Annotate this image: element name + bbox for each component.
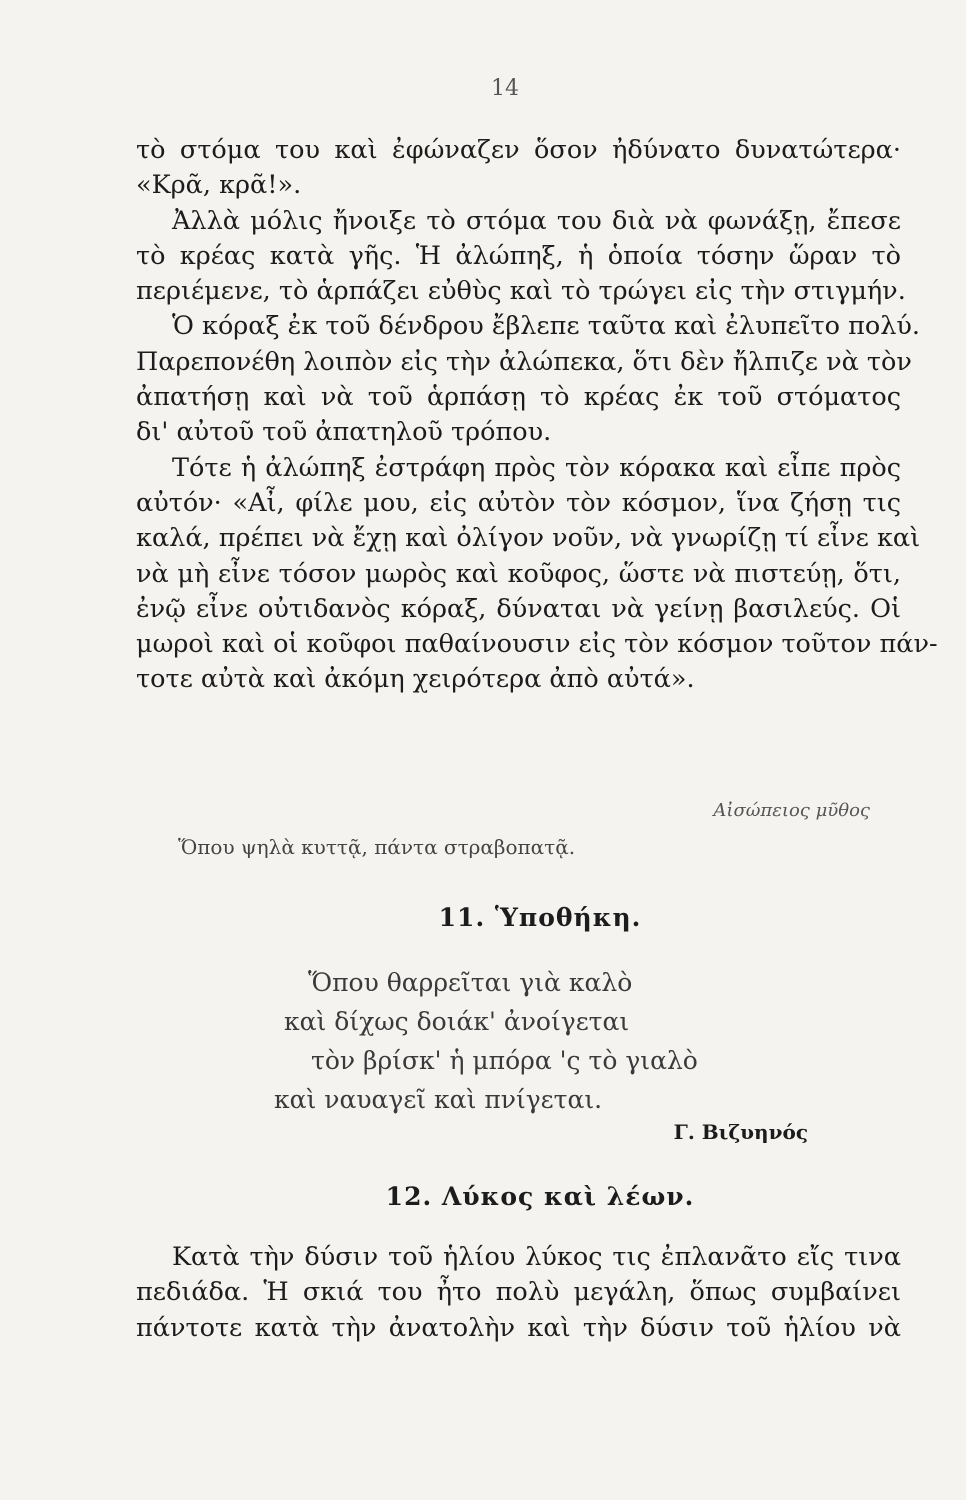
text-line: Παρεπονέθη λοιπὸν εἰς τὴν ἀλώπεκα, ὅτι δὲν ἤλπιζε νὰ τὸν	[136, 346, 912, 377]
poem-line: καὶ δίχως δοιάκ' ἀνοίγεται	[284, 1007, 630, 1036]
text-line: Ὁ κόραξ ἐκ τοῦ δένδρου ἔβλεπε ταῦτα καὶ ἐλυπεῖτο πολύ.	[172, 311, 920, 342]
text-line: νὰ μὴ εἶνε τόσον μωρὸς καὶ κοῦφος, ὥστε νὰ πιστεύῃ, ὅτι,	[136, 558, 901, 589]
text-line: καλά, πρέπει νὰ ἔχῃ καὶ ὀλίγον νοῦν, νὰ γνωρίζῃ τί εἶνε καὶ	[136, 523, 921, 554]
text-line: «Κρᾶ, κρᾶ!».	[136, 170, 302, 201]
poet-name: Γ. Βιζυηνός	[673, 1120, 808, 1144]
fable-attribution: Αἰσώπειος μῦθος	[713, 800, 870, 821]
text-line: τοτε αὐτὰ καὶ ἀκόμη χειρότερα ἀπὸ αὐτά».	[136, 664, 695, 695]
text-line: τὸ κρέας κατὰ γῆς. Ἡ ἀλώπηξ, ἡ ὁποία τόσην ὥραν τὸ	[136, 240, 901, 271]
proverb: Ὅπου ψηλὰ κυττᾷ, πάντα στραβοπατᾷ.	[178, 835, 576, 859]
poem-line: τὸν βρίσκ' ἡ μπόρα 'ς τὸ γιαλὸ	[311, 1046, 698, 1075]
section-12-heading: 12. Λύκος καὶ λέων.	[385, 1182, 695, 1211]
text-line: ἐνῷ εἶνε οὐτιδανὸς κόραξ, δύναται νὰ γείνῃ βασιλεύς. Οἱ	[136, 593, 901, 624]
section-12-text	[136, 1240, 901, 1346]
text-line: Ἀλλὰ μόλις ἤνοιξε τὸ στόμα του διὰ νὰ φωνάξῃ, ἔπεσε	[172, 205, 901, 236]
section-11-heading: 11. Ὑποθήκη.	[438, 903, 642, 932]
text-line: περιέμενε, τὸ ἁρπάζει εὐθὺς καὶ τὸ τρώγει εἰς τὴν στιγμήν.	[136, 276, 906, 307]
text-line: δι' αὐτοῦ τοῦ ἀπατηλοῦ τρόπου.	[136, 417, 552, 448]
poem-line: καὶ ναυαγεῖ καὶ πνίγεται.	[274, 1085, 603, 1114]
text-line: τὸ στόμα του καὶ ἐφώναζεν ὅσον ἠδύνατο δυνατώτερα·	[136, 135, 901, 165]
fable-continuation	[136, 133, 938, 698]
page-number: 14	[491, 76, 519, 101]
text-line: Τότε ἡ ἀλώπηξ ἐστράφη πρὸς τὸν κόρακα καὶ εἶπε πρὸς	[172, 452, 901, 483]
text-line: ἀπατήσῃ καὶ νὰ τοῦ ἁρπάσῃ τὸ κρέας ἐκ τοῦ στόματος	[136, 382, 901, 413]
text-line: πεδιάδα. Ἡ σκιά του ἦτο πολὺ μεγάλη, ὅπως συμβαίνει	[136, 1277, 901, 1308]
text-line: αὐτόν· «Αἶ, φίλε μου, εἰς αὐτὸν τὸν κόσμον, ἵνα ζήσῃ τις	[136, 487, 901, 518]
text-line: Κατὰ τὴν δύσιν τοῦ ἡλίου λύκος τις ἐπλανᾶτο εἴς τινα	[172, 1242, 901, 1272]
poem-line: Ὅπου θαρρεῖται γιὰ καλὸ	[308, 968, 633, 997]
text-line: μωροὶ καὶ οἱ κοῦφοι παθαίνουσιν εἰς τὸν κόσμον τοῦτον πάν-	[136, 629, 938, 660]
text-line: πάντοτε κατὰ τὴν ἀνατολὴν καὶ τὴν δύσιν τοῦ ἡλίου νὰ	[136, 1312, 901, 1343]
